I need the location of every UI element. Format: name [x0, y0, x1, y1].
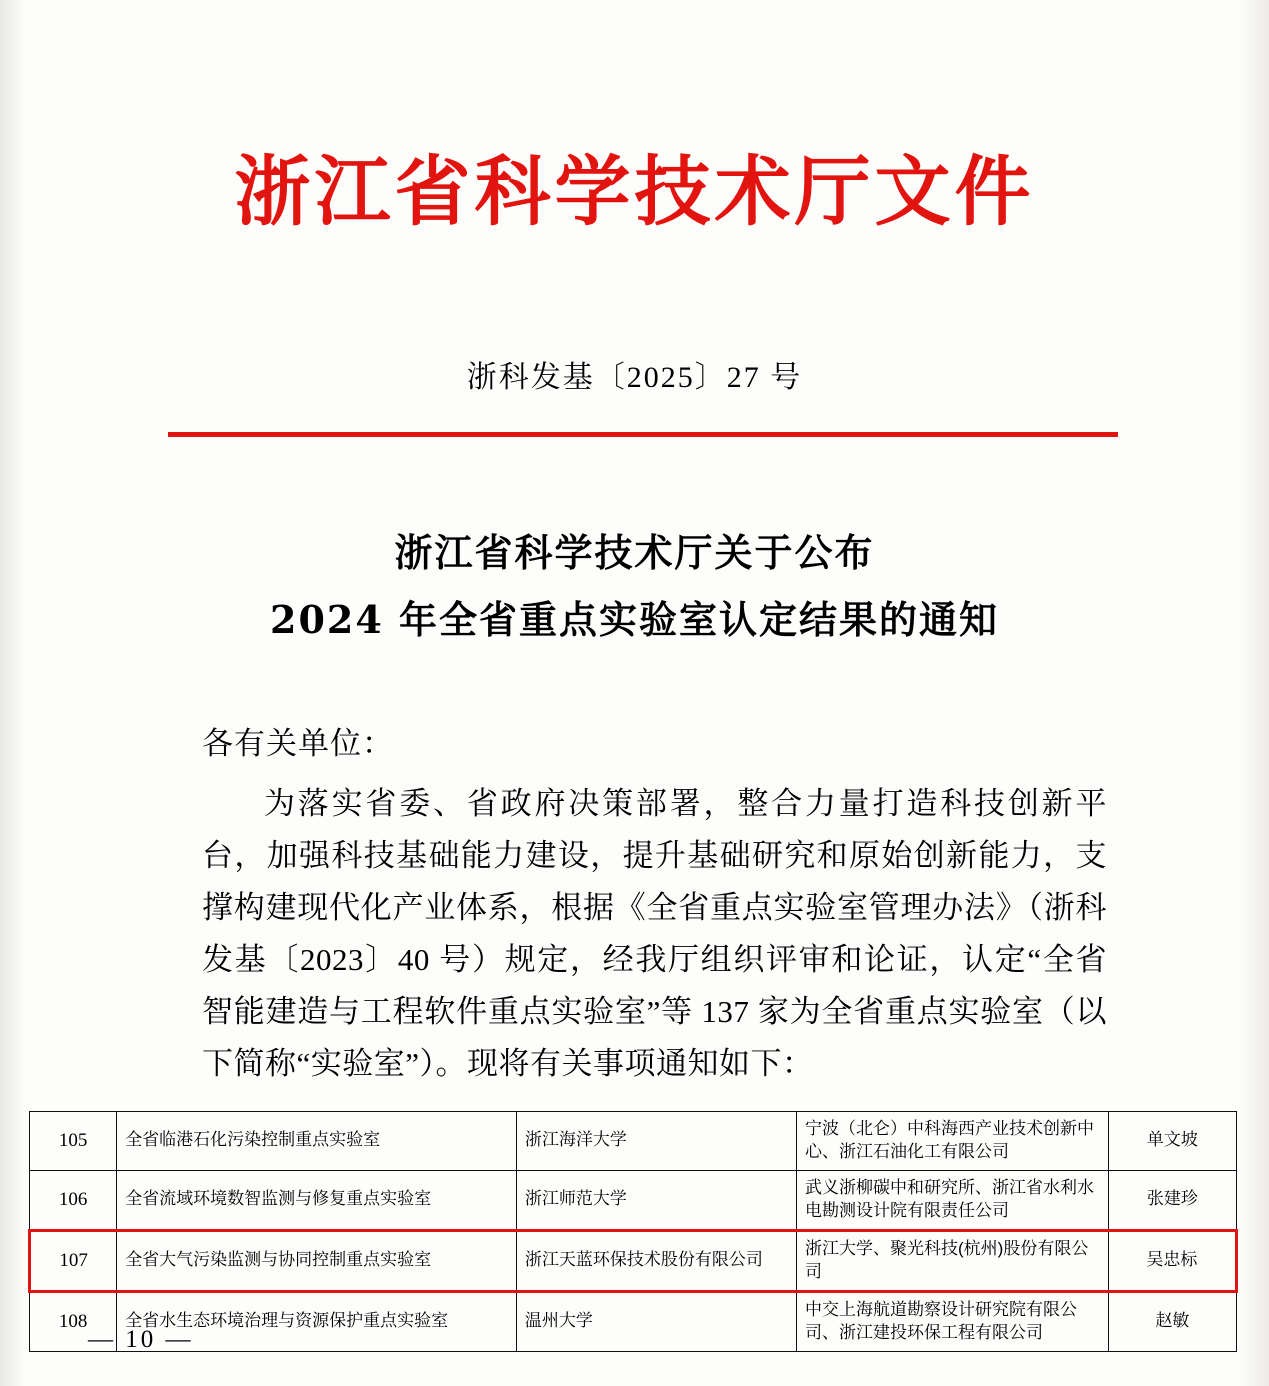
row-coop-unit: 浙江大学、聚光科技(杭州)股份有限公司 — [797, 1230, 1109, 1291]
row-coop-unit: 中交上海航道勘察设计研究院有限公司、浙江建投环保工程有限公司 — [797, 1291, 1109, 1351]
table-row — [30, 1112, 1237, 1171]
notice-title — [0, 520, 1269, 653]
document-header-title: 浙江省科学技术厅文件 — [234, 147, 1035, 236]
table-row — [30, 1170, 1237, 1230]
row-person: 张建珍 — [1108, 1170, 1236, 1230]
row-lab-name: 全省临港石化污染控制重点实验室 — [117, 1112, 517, 1171]
row-person: 单文坡 — [1108, 1112, 1236, 1171]
salutation: 各有关单位： — [202, 726, 394, 761]
notice-title-line-1: 浙江省科学技术厅关于公布 — [394, 530, 875, 575]
table-row — [30, 1291, 1237, 1351]
table-row-highlighted — [30, 1230, 1237, 1291]
row-coop-unit: 宁波（北仑）中科海西产业技术创新中心、浙江石油化工有限公司 — [797, 1112, 1109, 1171]
row-person: 赵敏 — [1108, 1291, 1236, 1351]
row-coop-unit: 武义浙柳碳中和研究所、浙江省水利水电勘测设计院有限责任公司 — [797, 1170, 1109, 1230]
row-number: 105 — [30, 1112, 117, 1171]
row-host-unit: 浙江海洋大学 — [516, 1112, 796, 1171]
row-number: 106 — [30, 1170, 117, 1230]
notice-title-line-2: 2024 年全省重点实验室认定结果的通知 — [270, 596, 999, 642]
document-number: 浙科发基〔2025〕27 号 — [466, 361, 803, 394]
row-host-unit: 温州大学 — [516, 1291, 796, 1351]
body-paragraph — [202, 778, 1107, 1090]
row-person: 吴忠标 — [1108, 1230, 1236, 1291]
body-paragraph-text: 为落实省委、省政府决策部署，整合力量打造科技创新平台，加强科技基础能力建设，提升基础研究和原始创新能力，支撑构建现代化产业体系，根据《全省重点实验室管理办法》（浙科发基〔2023〕40 号）规定，经我厅组织评审和论证，认定“全省智能建造与工程软件重点实验室”等 137 家为全省重点实验室（以下简称“实验室”）。现将有关事项通知如下： — [202, 786, 1107, 1081]
page-number: — 10 — — [88, 1326, 194, 1353]
results-table — [28, 1111, 1238, 1352]
red-divider-rule — [168, 432, 1118, 437]
row-number: 107 — [30, 1230, 117, 1291]
row-number: 108 — [30, 1291, 117, 1351]
results-table-container — [28, 1111, 1238, 1352]
row-lab-name: 全省流域环境数智监测与修复重点实验室 — [117, 1170, 517, 1230]
row-lab-name: 全省大气污染监测与协同控制重点实验室 — [117, 1230, 517, 1291]
row-lab-name: 全省水生态环境治理与资源保护重点实验室 — [117, 1291, 517, 1351]
row-host-unit: 浙江师范大学 — [516, 1170, 796, 1230]
row-host-unit: 浙江天蓝环保技术股份有限公司 — [516, 1230, 796, 1291]
